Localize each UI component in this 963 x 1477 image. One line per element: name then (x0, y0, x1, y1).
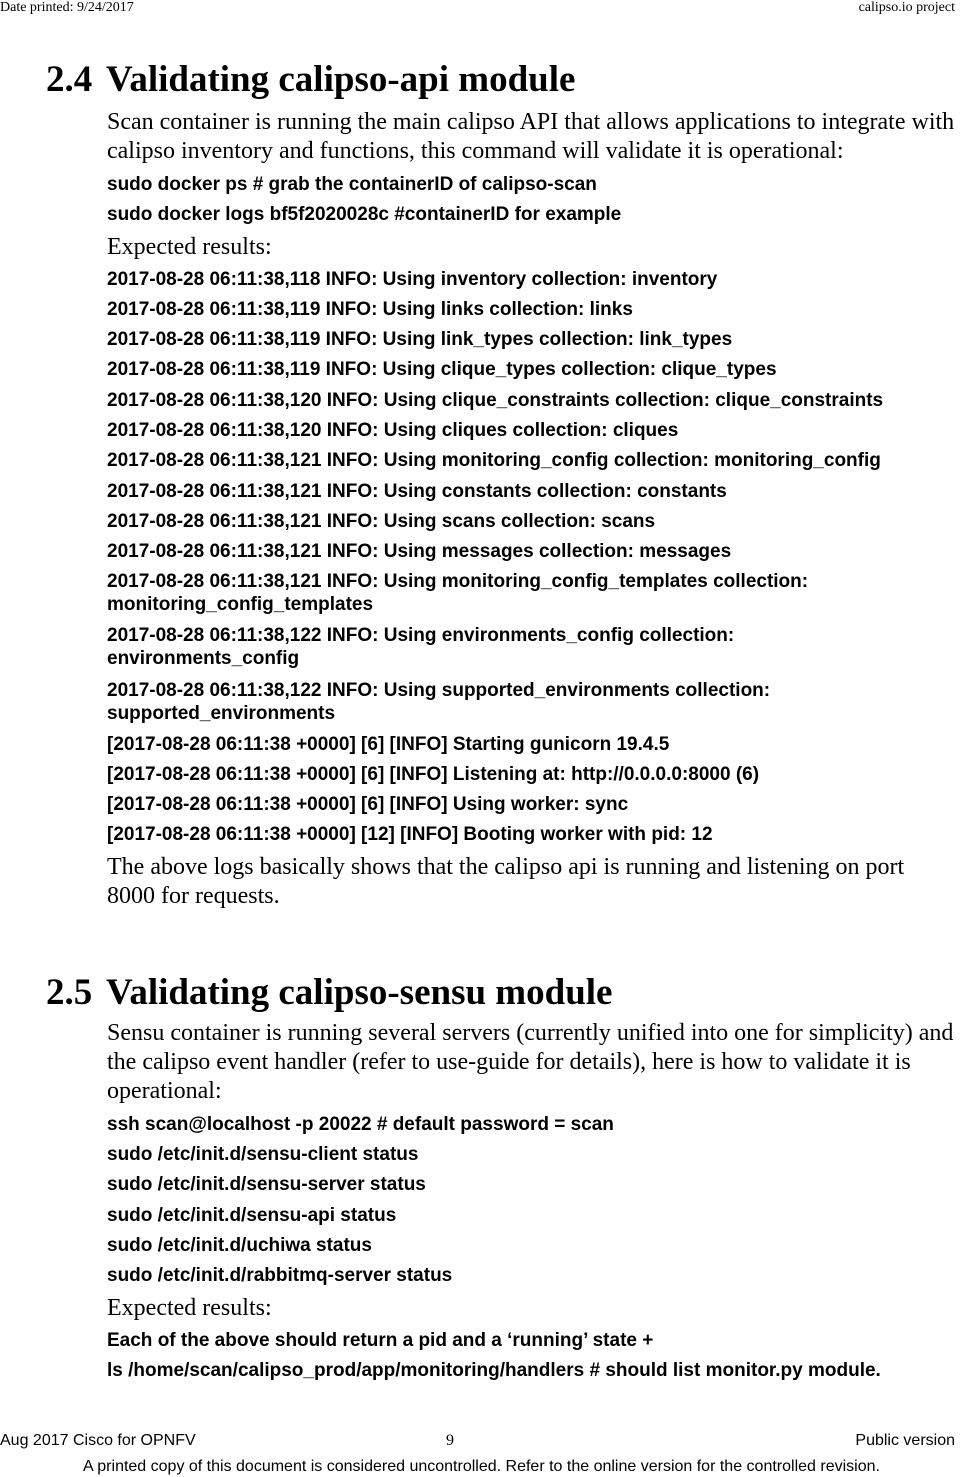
command-line: sudo /etc/init.d/uchiwa status (107, 1235, 372, 1256)
section-conclusion: The above logs basically shows that the calipso api is running and listening on port 8000 for requests. (107, 854, 905, 909)
command-line: sudo /etc/init.d/rabbitmq-server status (107, 1265, 453, 1286)
section-title: Validating calipso-sensu module (106, 972, 613, 1013)
log-line: 2017-08-28 06:11:38,121 INFO: Using messages collection: messages (107, 541, 732, 562)
log-line: [2017-08-28 06:11:38 +0000] [12] [INFO] Booting worker with pid: 12 (107, 824, 713, 845)
log-line: 2017-08-28 06:11:38,121 INFO: Using scans collection: scans (107, 511, 656, 532)
result-line: Each of the above should return a pid and a ‘running’ state + (107, 1330, 654, 1351)
header-project: calipso.io project (858, 0, 955, 15)
section-number: 2.5 (46, 972, 93, 1013)
section-heading-2-5 (46, 971, 612, 1014)
log-line: 2017-08-28 06:11:38,120 INFO: Using clique_constraints collection: clique_constraints (107, 390, 884, 411)
footer-left: Aug 2017 Cisco for OPNFV (0, 1432, 196, 1449)
footer-right: Public version (855, 1432, 955, 1449)
command-line: sudo /etc/init.d/sensu-api status (107, 1205, 397, 1226)
section-number: 2.4 (46, 59, 93, 100)
log-line: 2017-08-28 06:11:38,122 INFO: Using environments_config collection: environments_config (107, 625, 735, 669)
log-line: 2017-08-28 06:11:38,119 INFO: Using links collection: links (107, 299, 633, 320)
page-number: 9 (446, 1432, 454, 1449)
log-line: 2017-08-28 06:11:38,120 INFO: Using cliques collection: cliques (107, 420, 679, 441)
log-line: [2017-08-28 06:11:38 +0000] [6] [INFO] Using worker: sync (107, 794, 629, 815)
expected-results-label: Expected results: (107, 234, 272, 260)
log-line: 2017-08-28 06:11:38,121 INFO: Using constants collection: constants (107, 481, 727, 502)
log-line: [2017-08-28 06:11:38 +0000] [6] [INFO] Starting gunicorn 19.4.5 (107, 734, 670, 755)
command-line: sudo /etc/init.d/sensu-client status (107, 1144, 419, 1165)
result-line: ls /home/scan/calipso_prod/app/monitoring/handlers # should list monitor.py module. (107, 1360, 881, 1381)
log-line: 2017-08-28 06:11:38,121 INFO: Using monitoring_config collection: monitoring_config (107, 450, 881, 471)
command-line: sudo docker logs bf5f2020028c #containerID for example (107, 204, 622, 225)
section-intro: Sensu container is running several servers (currently unified into one for simplicity) and the calipso event handler (refer to use-guide for details), here is how to validate it is operational: (107, 1020, 954, 1104)
command-line: sudo docker ps # grab the containerID of calipso-scan (107, 174, 597, 195)
log-line: 2017-08-28 06:11:38,122 INFO: Using supported_environments collection: supported_environments (107, 680, 771, 724)
footer-disclaimer: A printed copy of this document is considered uncontrolled. Refer to the online version for the controlled revision. (83, 1458, 880, 1475)
section-intro: Scan container is running the main calipso API that allows applications to integrate with calipso inventory and functions, this command will validate it is operational: (107, 109, 955, 164)
log-line: [2017-08-28 06:11:38 +0000] [6] [INFO] Listening at: http://0.0.0.0:8000 (6) (107, 764, 760, 785)
log-line: 2017-08-28 06:11:38,121 INFO: Using monitoring_config_templates collection: monitoring_config_templates (107, 571, 809, 615)
section-title: Validating calipso-api module (106, 59, 576, 100)
expected-results-label: Expected results: (107, 1295, 272, 1321)
log-line: 2017-08-28 06:11:38,119 INFO: Using link_types collection: link_types (107, 329, 733, 350)
section-heading-2-4 (46, 58, 575, 101)
log-line: 2017-08-28 06:11:38,118 INFO: Using inventory collection: inventory (107, 269, 718, 290)
header-date-printed: Date printed: 9/24/2017 (0, 0, 134, 15)
log-line: 2017-08-28 06:11:38,119 INFO: Using clique_types collection: clique_types (107, 359, 777, 380)
command-line: ssh scan@localhost -p 20022 # default password = scan (107, 1114, 614, 1135)
command-line: sudo /etc/init.d/sensu-server status (107, 1174, 426, 1195)
